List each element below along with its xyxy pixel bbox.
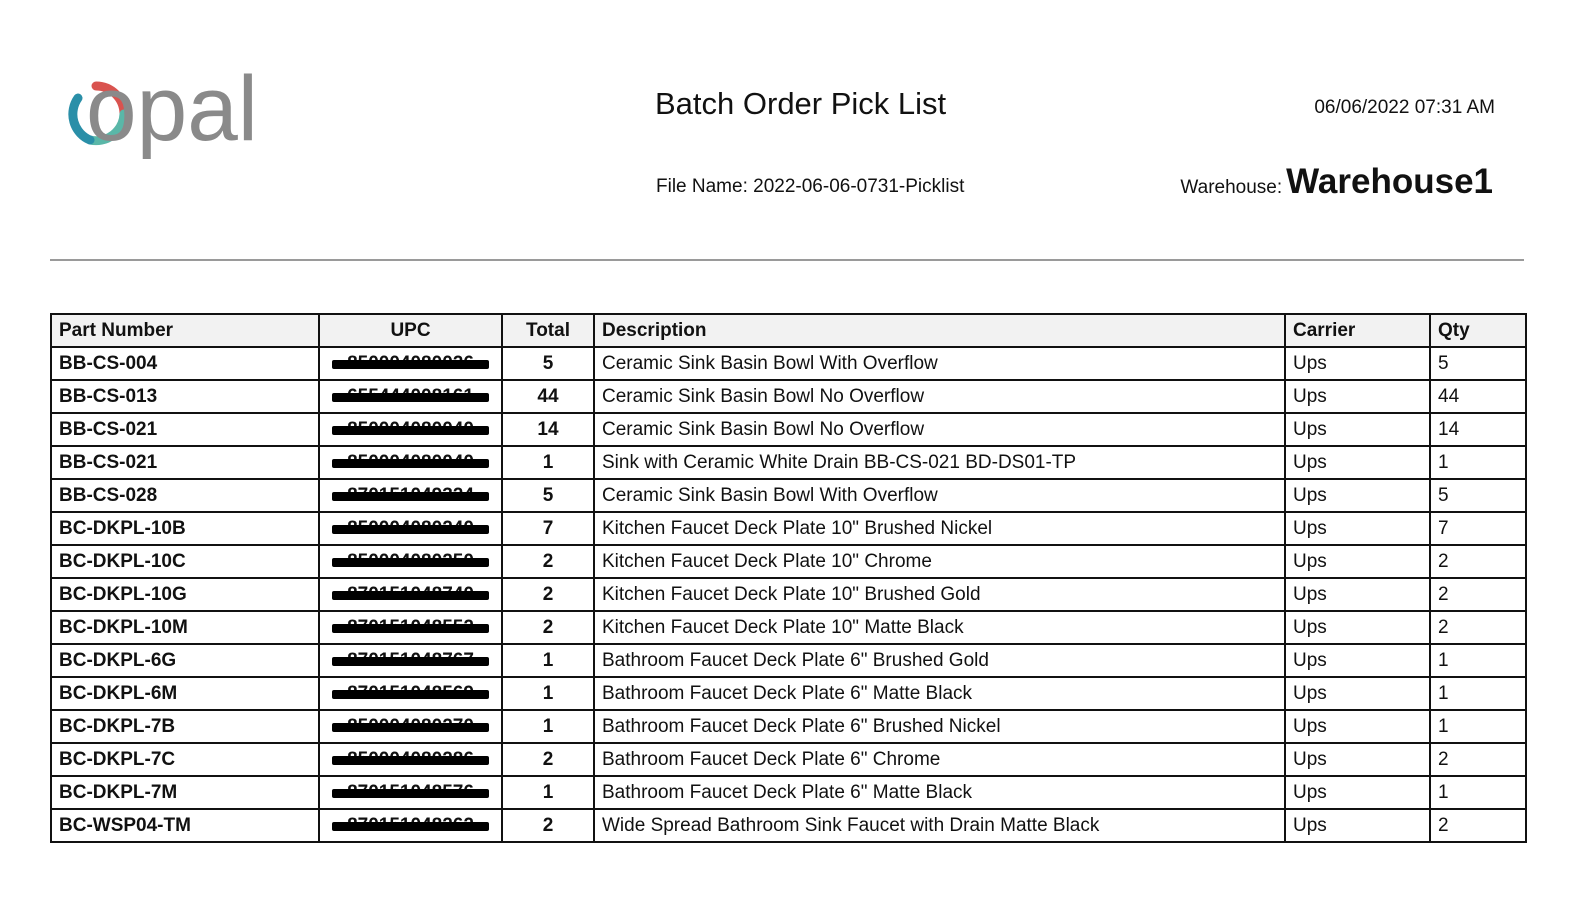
total-cell: 14 <box>502 413 594 446</box>
upc-cell <box>319 545 502 578</box>
carrier-cell: Ups <box>1285 380 1430 413</box>
carrier-cell: Ups <box>1285 677 1430 710</box>
redaction-bar <box>332 723 489 732</box>
col-total: Total <box>502 314 594 347</box>
carrier-cell: Ups <box>1285 545 1430 578</box>
description-cell: Ceramic Sink Basin Bowl With Overflow <box>594 347 1285 380</box>
redaction-bar <box>332 525 489 534</box>
table-row <box>51 611 1526 644</box>
table-row <box>51 479 1526 512</box>
part-number-cell: BC-WSP04-TM <box>51 809 319 842</box>
part-number-cell: BC-DKPL-7M <box>51 776 319 809</box>
part-number-cell: BB-CS-028 <box>51 479 319 512</box>
redaction-bar <box>332 822 489 831</box>
qty-cell: 14 <box>1430 413 1526 446</box>
redaction-bar <box>332 393 489 402</box>
upc-cell <box>319 446 502 479</box>
carrier-cell: Ups <box>1285 611 1430 644</box>
qty-cell: 2 <box>1430 743 1526 776</box>
pick-list-table <box>50 313 1527 843</box>
total-cell: 44 <box>502 380 594 413</box>
carrier-cell: Ups <box>1285 644 1430 677</box>
upc-cell <box>319 347 502 380</box>
qty-cell: 44 <box>1430 380 1526 413</box>
upc-cell <box>319 611 502 644</box>
qty-cell: 2 <box>1430 809 1526 842</box>
table-row <box>51 578 1526 611</box>
part-number-cell: BC-DKPL-7B <box>51 710 319 743</box>
part-number-cell: BB-CS-013 <box>51 380 319 413</box>
total-cell: 2 <box>502 578 594 611</box>
redaction-bar <box>332 459 489 468</box>
carrier-cell: Ups <box>1285 446 1430 479</box>
table-row <box>51 644 1526 677</box>
total-cell: 5 <box>502 347 594 380</box>
upc-cell <box>319 413 502 446</box>
table-row <box>51 347 1526 380</box>
part-number-cell: BC-DKPL-7C <box>51 743 319 776</box>
total-cell: 2 <box>502 545 594 578</box>
description-cell: Kitchen Faucet Deck Plate 10" Matte Black <box>594 611 1285 644</box>
upc-cell <box>319 380 502 413</box>
table-row <box>51 545 1526 578</box>
col-part-number: Part Number <box>51 314 319 347</box>
qty-cell: 1 <box>1430 710 1526 743</box>
table-row <box>51 710 1526 743</box>
carrier-cell: Ups <box>1285 743 1430 776</box>
qty-cell: 1 <box>1430 776 1526 809</box>
description-cell: Bathroom Faucet Deck Plate 6" Chrome <box>594 743 1285 776</box>
part-number-cell: BB-CS-021 <box>51 413 319 446</box>
part-number-cell: BB-CS-021 <box>51 446 319 479</box>
redaction-bar <box>332 426 489 435</box>
description-cell: Bathroom Faucet Deck Plate 6" Matte Black <box>594 776 1285 809</box>
logo-text: opal <box>86 62 258 160</box>
description-cell: Bathroom Faucet Deck Plate 6" Brushed Gold <box>594 644 1285 677</box>
upc-cell <box>319 644 502 677</box>
page-title: Batch Order Pick List <box>655 86 947 121</box>
description-cell: Bathroom Faucet Deck Plate 6" Brushed Nickel <box>594 710 1285 743</box>
total-cell: 2 <box>502 611 594 644</box>
description-cell: Sink with Ceramic White Drain BB-CS-021 BD-DS01-TP <box>594 446 1285 479</box>
redaction-bar <box>332 789 489 798</box>
table-row <box>51 512 1526 545</box>
upc-cell <box>319 677 502 710</box>
part-number-cell: BC-DKPL-10M <box>51 611 319 644</box>
redaction-bar <box>332 360 489 369</box>
qty-cell: 7 <box>1430 512 1526 545</box>
description-cell: Kitchen Faucet Deck Plate 10" Brushed Nickel <box>594 512 1285 545</box>
redaction-bar <box>332 657 489 666</box>
print-datetime: 06/06/2022 07:31 AM <box>1314 97 1495 118</box>
redaction-bar <box>332 558 489 567</box>
table-header-row <box>51 314 1526 347</box>
table-row <box>51 413 1526 446</box>
col-upc: UPC <box>319 314 502 347</box>
table-row <box>51 446 1526 479</box>
file-name: File Name: 2022-06-06-0731-Picklist <box>656 176 965 197</box>
qty-cell: 2 <box>1430 578 1526 611</box>
table-row <box>51 677 1526 710</box>
total-cell: 1 <box>502 644 594 677</box>
table-row <box>51 776 1526 809</box>
upc-cell <box>319 776 502 809</box>
qty-cell: 5 <box>1430 479 1526 512</box>
description-cell: Kitchen Faucet Deck Plate 10" Brushed Gold <box>594 578 1285 611</box>
col-description: Description <box>594 314 1285 347</box>
upc-cell <box>319 710 502 743</box>
part-number-cell: BC-DKPL-6M <box>51 677 319 710</box>
upc-cell <box>319 578 502 611</box>
carrier-cell: Ups <box>1285 347 1430 380</box>
carrier-cell: Ups <box>1285 512 1430 545</box>
carrier-cell: Ups <box>1285 809 1430 842</box>
qty-cell: 2 <box>1430 611 1526 644</box>
description-cell: Ceramic Sink Basin Bowl With Overflow <box>594 479 1285 512</box>
total-cell: 7 <box>502 512 594 545</box>
redaction-bar <box>332 591 489 600</box>
total-cell: 1 <box>502 776 594 809</box>
description-cell: Wide Spread Bathroom Sink Faucet with Drain Matte Black <box>594 809 1285 842</box>
qty-cell: 5 <box>1430 347 1526 380</box>
warehouse-value: Warehouse1 <box>1286 162 1493 201</box>
col-qty: Qty <box>1430 314 1526 347</box>
part-number-cell: BC-DKPL-10B <box>51 512 319 545</box>
warehouse-label: Warehouse: <box>1180 177 1283 198</box>
total-cell: 1 <box>502 710 594 743</box>
upc-cell <box>319 479 502 512</box>
part-number-cell: BC-DKPL-10C <box>51 545 319 578</box>
header-divider <box>50 259 1524 261</box>
opal-logo <box>66 62 266 162</box>
qty-cell: 1 <box>1430 446 1526 479</box>
total-cell: 5 <box>502 479 594 512</box>
carrier-cell: Ups <box>1285 710 1430 743</box>
description-cell: Kitchen Faucet Deck Plate 10" Chrome <box>594 545 1285 578</box>
part-number-cell: BC-DKPL-6G <box>51 644 319 677</box>
upc-cell <box>319 743 502 776</box>
upc-cell <box>319 809 502 842</box>
description-cell: Ceramic Sink Basin Bowl No Overflow <box>594 380 1285 413</box>
description-cell: Ceramic Sink Basin Bowl No Overflow <box>594 413 1285 446</box>
warehouse-block <box>1180 162 1493 202</box>
redaction-bar <box>332 624 489 633</box>
carrier-cell: Ups <box>1285 479 1430 512</box>
redaction-bar <box>332 492 489 501</box>
col-carrier: Carrier <box>1285 314 1430 347</box>
redaction-bar <box>332 756 489 765</box>
total-cell: 1 <box>502 446 594 479</box>
total-cell: 2 <box>502 743 594 776</box>
part-number-cell: BB-CS-004 <box>51 347 319 380</box>
total-cell: 1 <box>502 677 594 710</box>
qty-cell: 1 <box>1430 644 1526 677</box>
part-number-cell: BC-DKPL-10G <box>51 578 319 611</box>
table-body <box>51 347 1526 842</box>
carrier-cell: Ups <box>1285 578 1430 611</box>
qty-cell: 2 <box>1430 545 1526 578</box>
carrier-cell: Ups <box>1285 413 1430 446</box>
redaction-bar <box>332 690 489 699</box>
carrier-cell: Ups <box>1285 776 1430 809</box>
table-row <box>51 380 1526 413</box>
table-row <box>51 743 1526 776</box>
qty-cell: 1 <box>1430 677 1526 710</box>
description-cell: Bathroom Faucet Deck Plate 6" Matte Black <box>594 677 1285 710</box>
total-cell: 2 <box>502 809 594 842</box>
upc-cell <box>319 512 502 545</box>
table-row <box>51 809 1526 842</box>
